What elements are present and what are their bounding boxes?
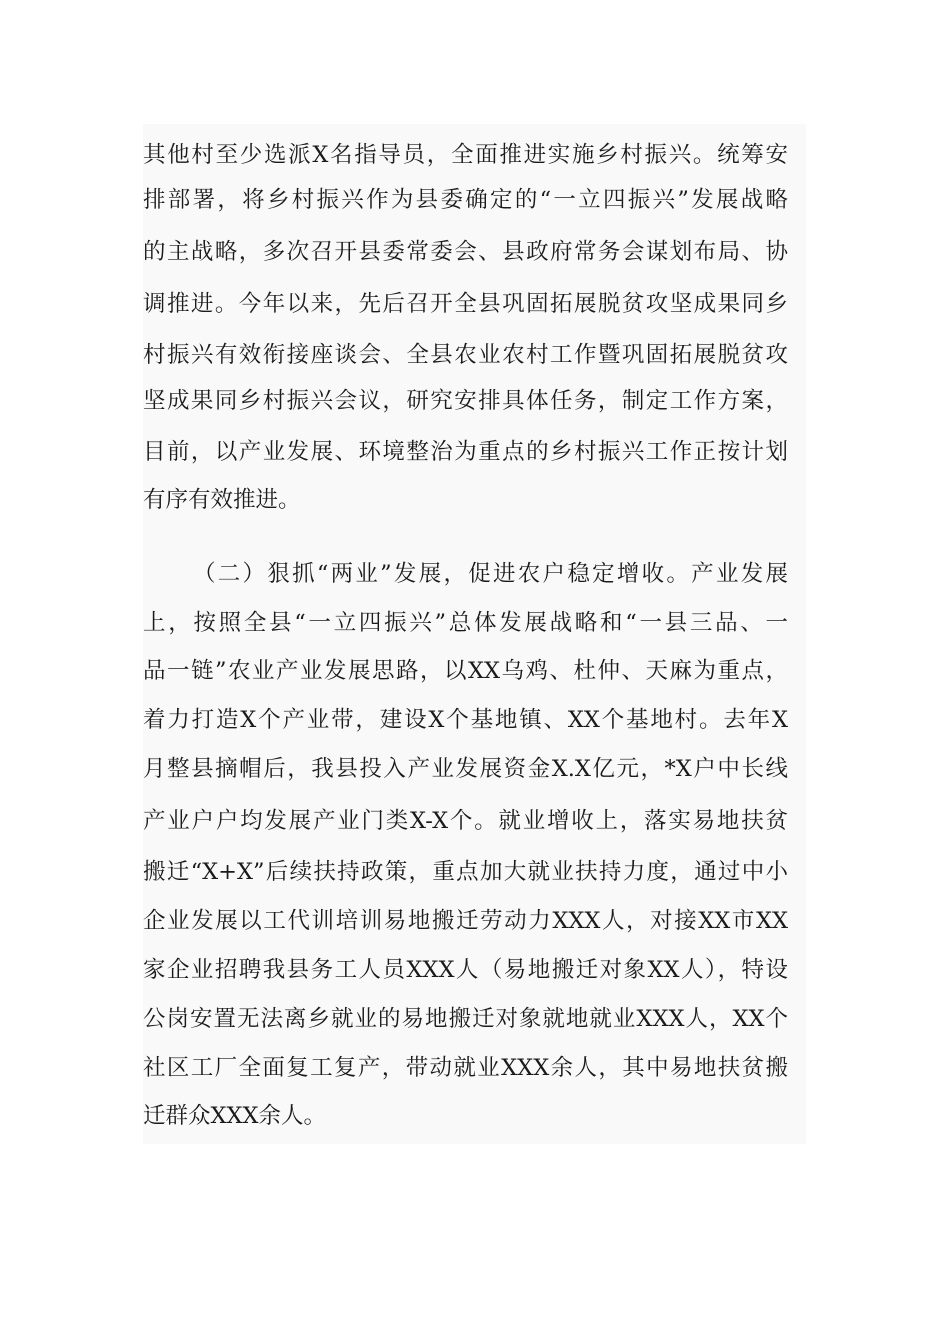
document-page bbox=[143, 124, 806, 1144]
text-line: 的主战略，多次召开县委常委会、县政府常务会谋划布局、协 bbox=[143, 239, 788, 265]
text-line: （二）狠抓“两业”发展，促进农户稳定增收。产业发展 bbox=[193, 561, 788, 587]
text-line: 着力打造X个产业带，建设X个基地镇、XX个基地村。去年X bbox=[143, 707, 788, 733]
text-line: 村振兴有效衔接座谈会、全县农业农村工作暨巩固拓展脱贫攻 bbox=[143, 342, 788, 368]
text-line: 企业发展以工代训培训易地搬迁劳动力XXX人，对接XX市XX bbox=[143, 908, 788, 934]
text-line: 公岗安置无法离乡就业的易地搬迁对象就地就业XXX人，XX个 bbox=[143, 1006, 788, 1032]
text-line: 社区工厂全面复工复产，带动就业XXX余人，其中易地扶贫搬 bbox=[143, 1055, 788, 1081]
text-line: 上，按照全县“一立四振兴”总体发展战略和“一县三品、一 bbox=[143, 610, 788, 636]
text-line: 坚成果同乡村振兴会议，研究安排具体任务，制定工作方案， bbox=[143, 388, 788, 414]
text-line: 调推进。今年以来，先后召开全县巩固拓展脱贫攻坚成果同乡 bbox=[143, 291, 788, 317]
text-line: 家企业招聘我县务工人员XXX人（易地搬迁对象XX人），特设 bbox=[143, 957, 788, 983]
text-line: 搬迁“X+X”后续扶持政策，重点加大就业扶持力度，通过中小 bbox=[143, 859, 788, 885]
text-line: 品一链”农业产业发展思路，以XX乌鸡、杜仲、天麻为重点， bbox=[143, 658, 788, 684]
text-line: 产业户户均发展产业门类X-X个。就业增收上，落实易地扶贫 bbox=[143, 808, 788, 834]
text-line: 排部署，将乡村振兴作为县委确定的“一立四振兴”发展战略 bbox=[143, 187, 788, 213]
text-line: 其他村至少选派X名指导员，全面推进实施乡村振兴。统筹安 bbox=[143, 142, 788, 168]
text-line: 目前，以产业发展、环境整治为重点的乡村振兴工作正按计划 bbox=[143, 439, 788, 465]
text-line: 有序有效推进。 bbox=[143, 487, 301, 513]
text-line: 迁群众XXX余人。 bbox=[143, 1103, 327, 1129]
text-line: 月整县摘帽后，我县投入产业发展资金X.X亿元，*X户中长线 bbox=[143, 756, 788, 782]
